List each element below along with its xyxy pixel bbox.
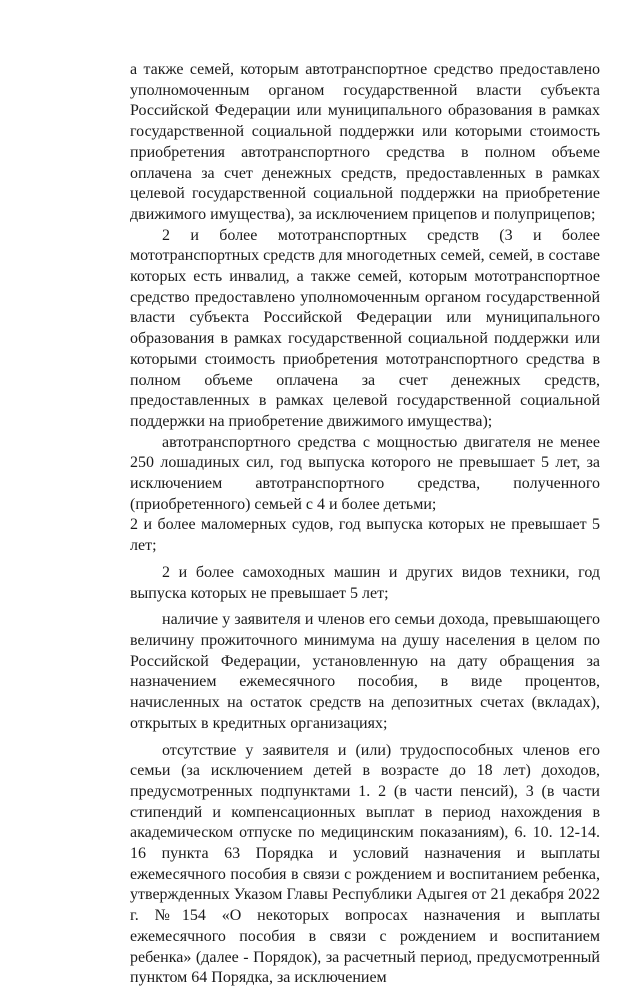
document-body — [130, 60, 600, 989]
paragraph-absence-of-income: отсутствие у заявителя и (или) трудоспособных членов его семьи (за исключением детей в возрасте до 18 лет) доходов, предусмотренных подпунктами 1. 2 (в части пенсий), 3 (в части стипендий и компенсационных выплат в период нахождения в академическом отпуске по медицинским показаниям), 6. 10. 12-14. 16 пункта 63 Порядка и условий назначения и выплаты ежемесячного пособия в связи с рождением и воспитанием ребенка, утвержденных Указом Главы Республики Адыгея от 21 декабря 2022 г. №154 «О некоторых вопросах назначения и выплаты ежемесячного пособия в связи с рождением и воспитанием ребенка» (далее - Порядок), за расчетный период, предусмотренный пунктом 64 Порядка, за исключением — [130, 741, 600, 987]
paragraph-car-exception: а также семей, которым автотранспортное средство предоставлено уполномоченным органом государственной власти субъекта Российской Федерации или муниципального образования в рамках государственной социальной поддержки или которыми стоимость приобретения автотранспортного средства в полном объеме оплачена за счет денежных средств, предоставленных в рамках целевой государственной социальной поддержки на приобретение движимого имущества), за исключением прицепов и полуприцепов; — [130, 61, 600, 223]
paragraph-engine-power: автотранспортного средства с мощностью двигателя не менее 250 лошадиных сил, год выпуска которого не превышает 5 лет, за исключением автотранспортного средства, полученного (приобретенного) семьей с 4 и более детьми; — [130, 433, 600, 513]
paragraph-self-propelled-machines: 2 и более самоходных машин и других видов техники, год выпуска которых не превышает 5 лет; — [130, 563, 600, 602]
paragraph-motor-vehicles: 2 и более мототранспортных средств (3 и более мототранспортных средств для многодетных семей, семей, в составе которых есть инвалид, а также семей, которым мототранспортное средство предоставлено уполномоченным органом государственной власти субъекта Российской Федерации или муниципального образования в рамках государственной социальной поддержки или которыми стоимость приобретения мототранспортного средства в полном объеме оплачена за счет денежных средств, предоставленных в рамках целевой государственной социальной поддержки на приобретение движимого имущества); — [130, 226, 600, 430]
paragraph-small-boats: 2 и более маломерных судов, год выпуска которых не превышает 5 лет; — [130, 516, 600, 555]
paragraph-deposit-income: наличие у заявителя и членов его семьи дохода, превышающего величину прожиточного минимума на душу населения в целом по Российской Федерации, установленную на дату обращения за назначением ежемесячного пособия, в виде процентов, начисленных на остаток средств на депозитных счетах (вкладах), открытых в кредитных организациях; — [130, 611, 600, 732]
